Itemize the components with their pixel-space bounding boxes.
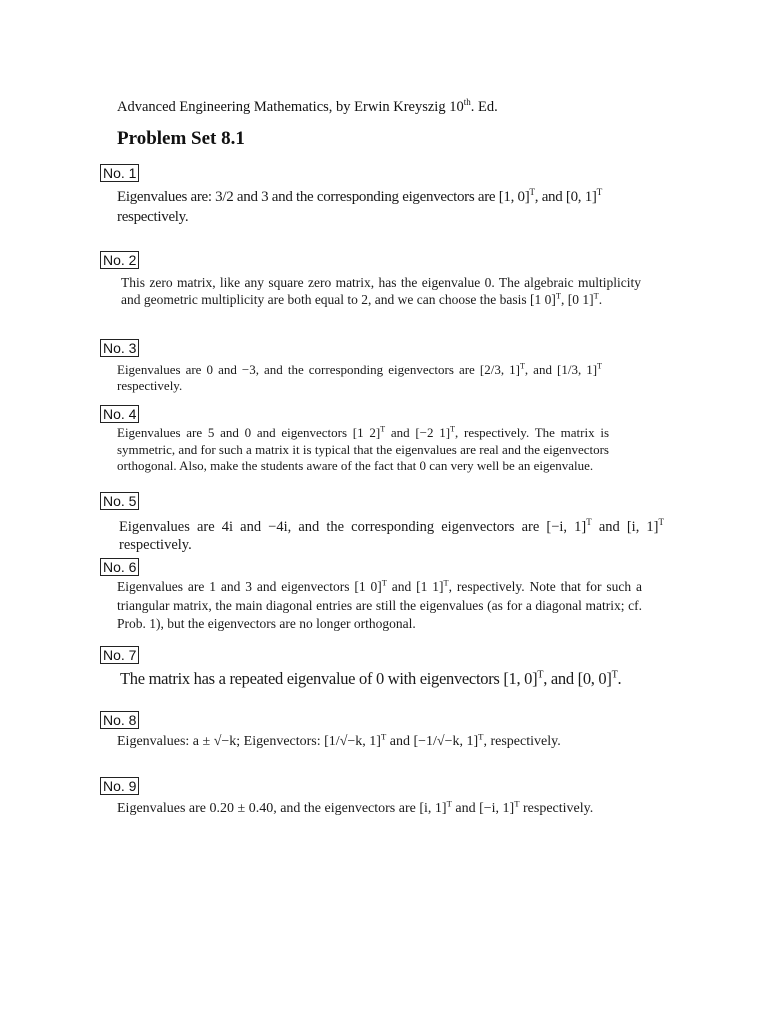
problem-label-7: No. 7 [100,646,139,664]
problem-label-3: No. 3 [100,339,139,357]
problem-label-4: No. 4 [100,405,139,423]
edition-suffix: . Ed. [470,98,498,115]
problem-text-6: Eigenvalues are 1 and 3 and eigenvectors [1 0]$^T$ and [1 1]$^T$, respectively. Note that for such a triangular matrix, the main diagonal entries are still the eigenvalues (as for a diagonal matrix; cf. Prob. 1), but the eigenvectors are no longer orthogonal. [117,578,643,631]
page-title: Problem Set 8.1 [117,128,245,149]
problem-text-7: The matrix has a repeated eigenvalue of 0 with eigenvectors [1, 0]$^T$, and [0, 0]$^T$. [120,669,622,688]
problem-label-6: No. 6 [100,558,139,576]
problem-text-3: Eigenvalues are 0 and −3, and the corresponding eigenvectors are [2/3, 1]$^T$, and [1/3, 1]$^T$ respectively. [117,361,602,393]
problem-text-1: Eigenvalues are: 3/2 and 3 and the corresponding eigenvectors are [1, 0]$^T$, and [0, 1]$^T$ respectively. [117,188,602,225]
problem-text-5: Eigenvalues are 4i and −4i, and the corresponding eigenvectors are [−i, 1]$^T$ and [i, 1]$^T$ respectively. [119,517,664,553]
problem-label-5: No. 5 [100,492,139,510]
edition-superscript: th [463,97,471,107]
problem-text-9: Eigenvalues are 0.20 ± 0.40, and the eigenvectors are [i, 1]$^T$ and [−i, 1]$^T$ respectively. [117,798,594,816]
problem-label-8: No. 8 [100,711,139,729]
problem-label-9: No. 9 [100,777,139,795]
problem-text-4: Eigenvalues are 5 and 0 and eigenvectors [1 2]$^T$ and [−2 1]$^T$, respectively. The matrix is symmetric, and for such a matrix it is typical that the eigenvalues are real and the eigenvectors orthogonal. Also, make the students aware of the fact that 0 can very well be an eigenvalue. [117,425,609,473]
problem-label-1: No. 1 [100,164,139,182]
book-reference-text: Advanced Engineering Mathematics, by Erwin Kreyszig 10 [117,98,464,115]
book-reference [117,97,498,116]
problem-text-2: This zero matrix, like any square zero matrix, has the eigenvalue 0. The algebraic multiplicity and geometric multiplicity are both equal to 2, and we can choose the basis [1 0]$^T$, [0 1]$^T$. [121,275,641,307]
problem-text-8: Eigenvalues: a ± √−k; Eigenvectors: [1/√−k, 1]$^T$ and [−1/√−k, 1]$^T$, respectively. [117,731,561,749]
problem-label-2: No. 2 [100,251,139,269]
